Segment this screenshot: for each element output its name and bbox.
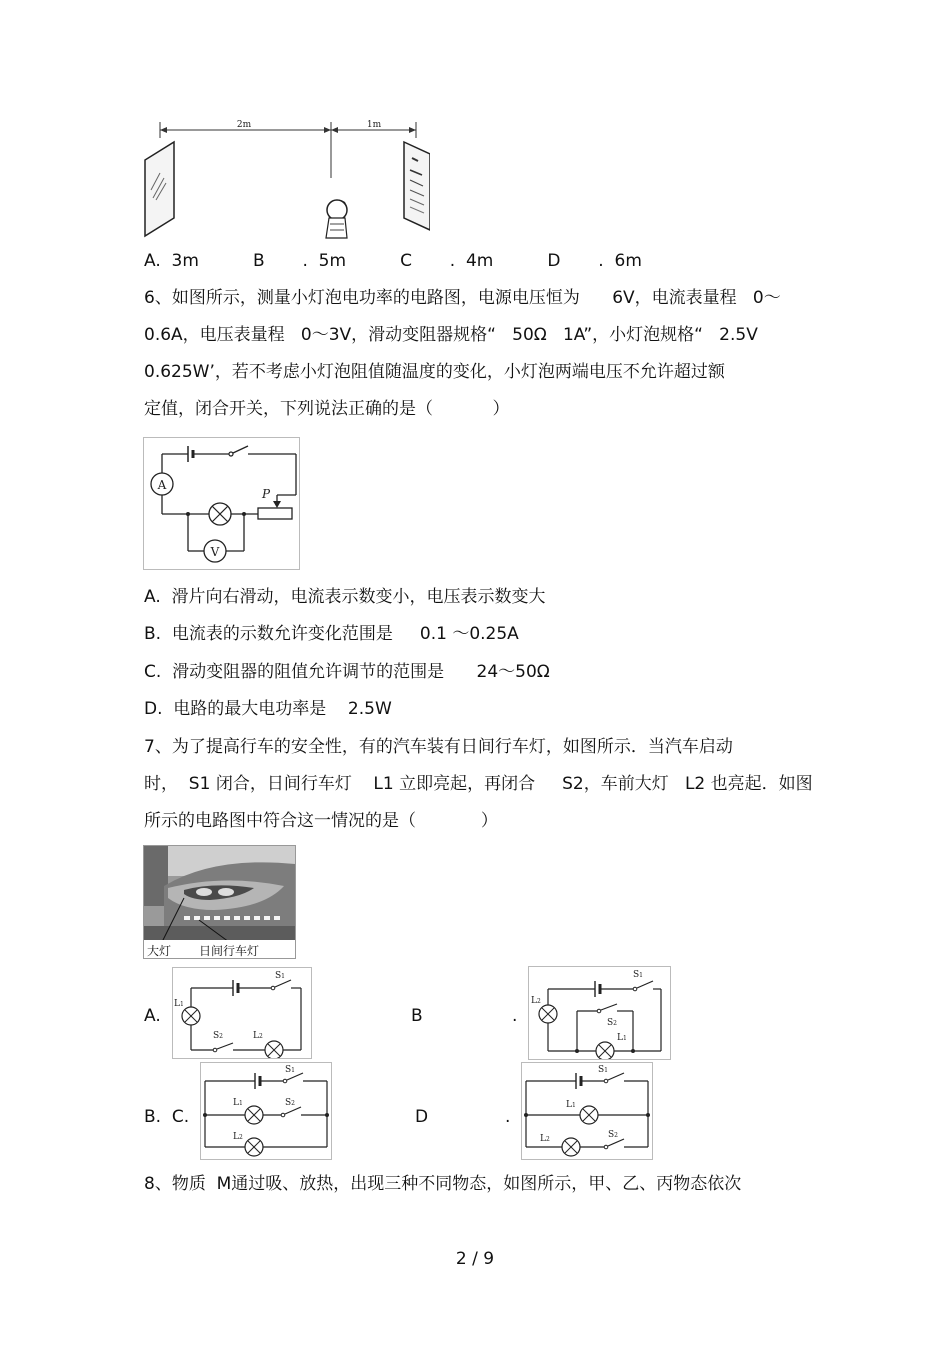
q7-option-bc-label: B. C.: [144, 1107, 190, 1127]
q6-line-1: 6、如图所示，测量小灯泡电功率的电路图，电源电压恒为 6V，电流表量程 0～: [144, 288, 781, 308]
q6-circuit-diagram: [143, 437, 300, 570]
q6-option-d: D. 电路的最大电功率是 2.5W: [144, 699, 392, 719]
l1-sub-a: 1: [179, 1001, 184, 1008]
svg-text:L2: [540, 1134, 550, 1144]
s1-label-a: S: [275, 971, 282, 981]
q7-option-b-dot: .: [512, 1006, 518, 1026]
l1-label-b: L: [617, 1033, 623, 1043]
l2-sub-b: 2: [536, 998, 541, 1005]
s1-sub-d: 1: [604, 1067, 608, 1074]
distance-label-left: 2m: [236, 120, 252, 130]
s2-label-c: S: [285, 1098, 292, 1108]
l2-sub-a: 2: [258, 1033, 263, 1040]
svg-text:S2: [213, 1031, 223, 1041]
q6-line-2: 0.6A，电压表量程 0～3V，滑动变阻器规格“ 50Ω 1A”，小灯泡规格“ 2.5V: [144, 325, 758, 345]
l2-label-c: L: [233, 1132, 239, 1142]
s2-sub-c: 2: [291, 1100, 295, 1107]
s2-label-d: S: [608, 1130, 615, 1140]
q6-option-c: C. 滑动变阻器的阻值允许调节的范围是 24～50Ω: [144, 662, 550, 682]
svg-text:S1: [275, 971, 285, 981]
q7-option-a-label: A.: [144, 1006, 161, 1026]
q7-circuit-d: [521, 1062, 653, 1160]
q7-circuit-a: [172, 967, 312, 1059]
l1-sub-c: 1: [238, 1100, 243, 1107]
svg-text:S2: [607, 1018, 617, 1028]
l1-label-d: L: [566, 1100, 572, 1110]
l1-sub-b: 1: [622, 1035, 627, 1042]
q7-circuit-b: [528, 966, 671, 1060]
l2-label-a: L: [253, 1031, 259, 1041]
ammeter-label: A: [157, 478, 167, 492]
label-drl: 日间行车灯: [199, 944, 260, 958]
q6-line-3: 0.625W’，若不考虑小灯泡阻值随温度的变化，小灯泡两端电压不允许超过额: [144, 362, 725, 382]
q6-line-4: 定值，闭合开关，下列说法正确的是（ ）: [144, 399, 510, 419]
mirror-eye-chart-figure: [140, 118, 430, 246]
label-headlight: 大灯: [147, 944, 172, 958]
distance-label-right: 1m: [366, 120, 382, 130]
q6-option-b: B. 电流表的示数允许变化范围是 0.1 ～0.25A: [144, 624, 519, 644]
q5-options: A. 3m B . 5m C . 4m D . 6m: [144, 251, 642, 271]
q6-option-a: A. 滑片向右滑动，电流表示数变小，电压表示数变大: [144, 587, 546, 607]
s1-label-c: S: [285, 1065, 292, 1075]
s2-label-b: S: [607, 1018, 614, 1028]
s2-sub-b: 2: [613, 1020, 617, 1027]
svg-text:S2: [285, 1098, 295, 1108]
s2-sub-a: 2: [219, 1033, 223, 1040]
s2-sub-d: 2: [614, 1132, 618, 1139]
s2-label-a: S: [213, 1031, 220, 1041]
svg-text:L1: [566, 1100, 576, 1110]
page-number: 2 / 9: [455, 1249, 495, 1269]
svg-text:S1: [598, 1065, 608, 1075]
q7-option-d-label: D: [415, 1107, 429, 1127]
svg-text:L2: [233, 1132, 243, 1142]
q8-line-1: 8、物质 M通过吸、放热，出现三种不同物态，如图所示，甲、乙、丙物态依次: [144, 1174, 742, 1194]
q7-option-d-dot: .: [505, 1107, 511, 1127]
s1-label-d: S: [598, 1065, 605, 1075]
l1-label-c: L: [233, 1098, 239, 1108]
q7-circuit-c: [200, 1062, 332, 1160]
q7-option-b-label: B: [411, 1006, 423, 1026]
svg-text:L1: [617, 1033, 627, 1043]
l2-label-d: L: [540, 1134, 546, 1144]
l2-sub-c: 2: [238, 1134, 243, 1141]
slider-label: P: [262, 487, 271, 501]
q7-line-3: 所示的电路图中符合这一情况的是（ ）: [144, 811, 498, 831]
l2-label-b: L: [531, 996, 537, 1006]
l1-label-a: L: [174, 999, 180, 1009]
s1-sub-c: 1: [291, 1067, 295, 1074]
q7-line-1: 7、为了提高行车的安全性，有的汽车装有日间行车灯，如图所示．当汽车启动: [144, 737, 733, 757]
svg-text:L1: [174, 999, 184, 1009]
svg-text:L1: [233, 1098, 243, 1108]
car-lights-photo: [143, 845, 296, 959]
svg-text:S1: [285, 1065, 295, 1075]
q7-line-2: 时， S1 闭合，日间行车灯 L1 立即亮起，再闭合 S2，车前大灯 L2 也亮起．如图: [144, 774, 813, 794]
svg-text:S2: [608, 1130, 618, 1140]
s1-sub-a: 1: [281, 973, 285, 980]
s1-label-b: S: [633, 970, 640, 980]
s1-sub-b: 1: [639, 972, 643, 979]
svg-text:S1: [633, 970, 643, 980]
svg-text:L2: [253, 1031, 263, 1041]
svg-text:L2: [531, 996, 541, 1006]
l1-sub-d: 1: [571, 1102, 576, 1109]
voltmeter-label: V: [210, 545, 220, 559]
l2-sub-d: 2: [545, 1136, 550, 1143]
